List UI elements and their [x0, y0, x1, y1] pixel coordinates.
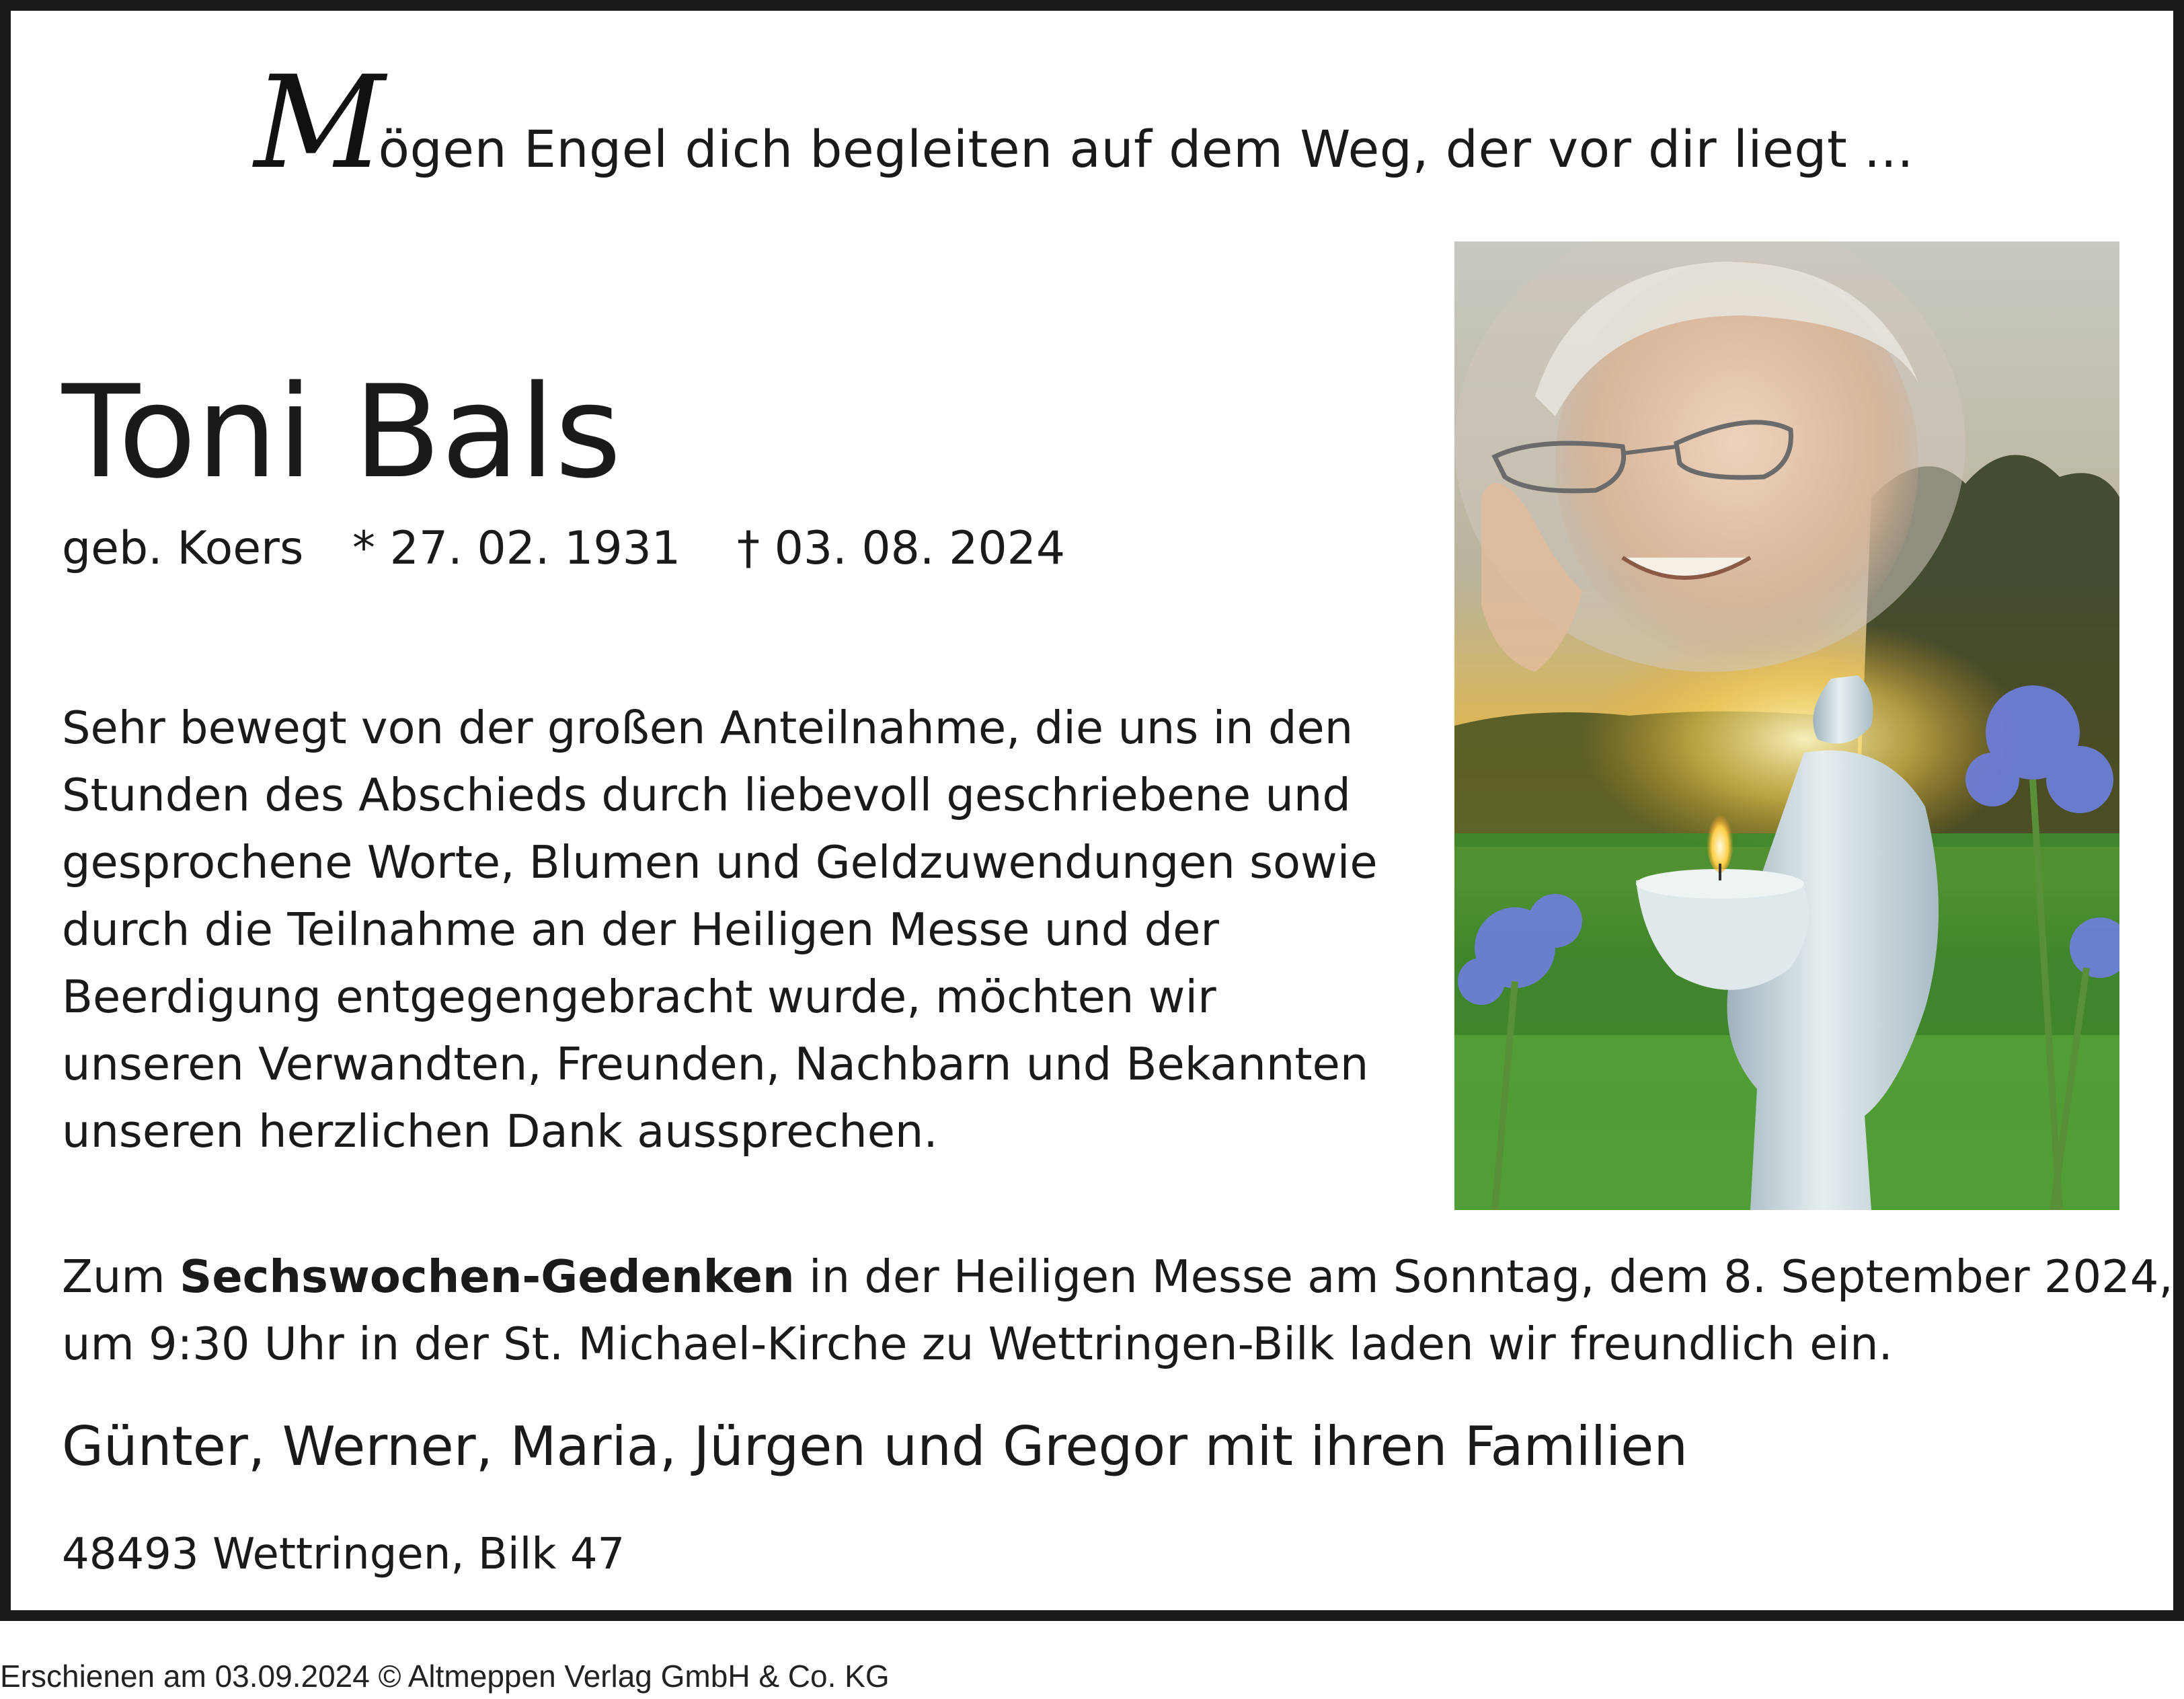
publication-note: Erschienen am 03.09.2024 © Altmeppen Verlag GmbH & Co. KG — [0, 1659, 890, 1694]
life-dates — [62, 515, 1065, 582]
mass-line-1 — [62, 1243, 2173, 1310]
mass-prefix: Zum — [62, 1250, 180, 1303]
thanks-line: Sehr bewegt von der großen Anteilnahme, die uns in den — [62, 702, 1354, 754]
thanks-line: gesprochene Worte, Blumen und Geldzuwendungen sowie — [62, 836, 1378, 889]
thanks-line: unseren Verwandten, Freunden, Nachbarn und Bekannten — [62, 1038, 1369, 1090]
death-date: † 03. 08. 2024 — [737, 522, 1066, 575]
birth-date: * 27. 02. 1931 — [352, 522, 681, 575]
family-address: 48493 Wettringen, Bilk 47 — [62, 1530, 625, 1579]
motto-initial: M — [254, 48, 379, 197]
deceased-name: Toni Bals — [62, 358, 622, 506]
maiden-name: geb. Koers — [62, 522, 304, 575]
motto-text: ögen Engel dich begleiten auf dem Weg, der vor dir liegt ... — [378, 119, 1914, 179]
thanks-line: Stunden des Abschieds durch liebevoll geschriebene und — [62, 769, 1351, 821]
thanks-line: unseren herzlichen Dank aussprechen. — [62, 1105, 938, 1158]
mass-event-name: Sechswochen-Gedenken — [179, 1250, 795, 1303]
thanks-line: durch die Teilnahme an der Heiligen Messe und der — [62, 903, 1219, 956]
mass-suffix: in der Heiligen Messe am Sonntag, dem 8. September 2024, — [794, 1250, 2173, 1303]
thanks-text — [62, 694, 1420, 1165]
mass-line-2: um 9:30 Uhr in der St. Michael-Kirche zu Wettringen-Bilk laden wir freundlich ein. — [62, 1318, 1893, 1370]
family-signatures: Günter, Werner, Maria, Jürgen und Gregor mit ihren Familien — [62, 1415, 1688, 1478]
memorial-photo — [1454, 241, 2119, 1210]
thanks-line: Beerdigung entgegengebracht wurde, möchten wir — [62, 971, 1216, 1023]
motto-line — [254, 48, 1914, 197]
mass-announcement — [62, 1243, 2173, 1377]
